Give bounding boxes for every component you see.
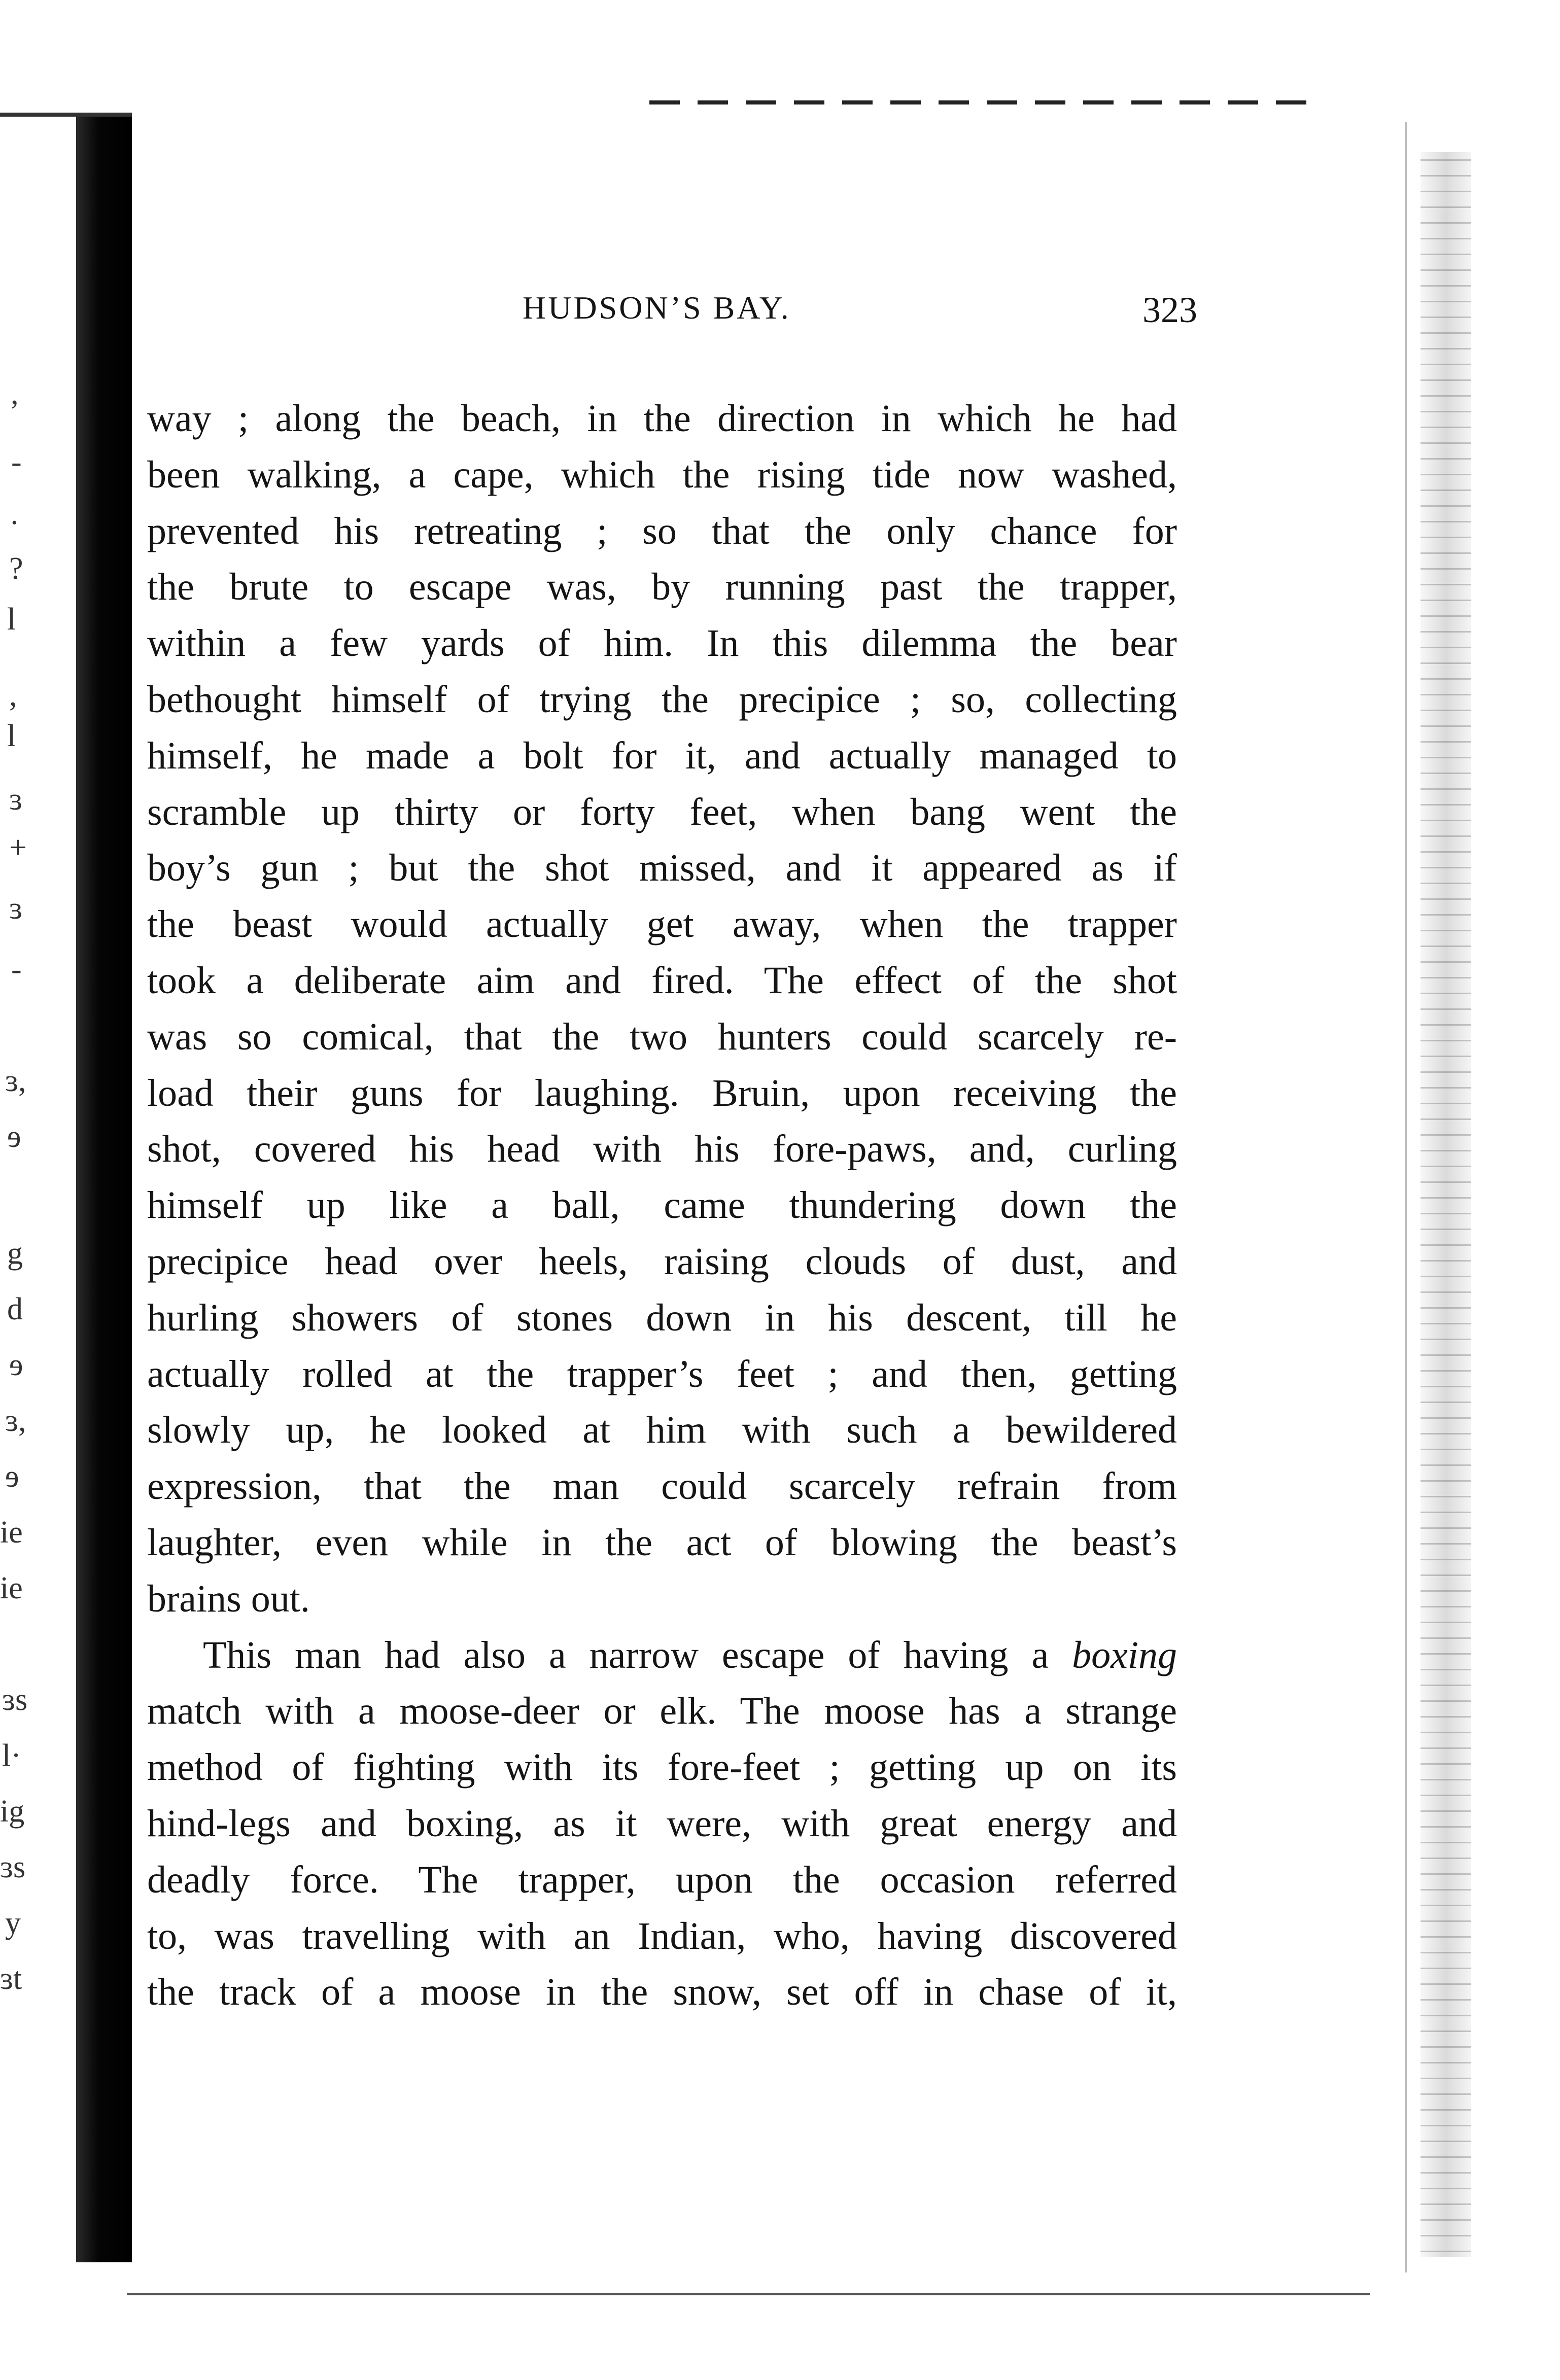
- bleed-mark: ɘ: [5, 1459, 19, 1494]
- binding-shadow: [76, 117, 132, 2262]
- text-line: shot, covered his head with his fore-paws, and, curling: [147, 1128, 1177, 1171]
- text-line: was so comical, that the two hunters could scarcely re-: [147, 1015, 1177, 1058]
- page-number: 323: [1142, 290, 1197, 330]
- text-line: actually rolled at the trapper’s feet ; and then, getting: [147, 1352, 1177, 1395]
- text-line: hurling showers of stones down in his descent, till he: [147, 1296, 1177, 1339]
- top-edge-rule: [649, 100, 1309, 104]
- text-line: deadly force. The trapper, upon the occasion referred: [147, 1858, 1177, 1901]
- text-line: the brute to escape was, by running past the trapper,: [147, 566, 1177, 609]
- text-line: took a deliberate aim and fired. The effect of the shot: [147, 959, 1177, 1002]
- bleed-mark: ie: [0, 1515, 23, 1550]
- binding-edge-top: [0, 113, 132, 117]
- text-line: scramble up thirty or forty feet, when bang went the: [147, 790, 1177, 833]
- text-line: boy’s gun ; but the shot missed, and it appeared as if: [147, 847, 1177, 890]
- right-edge-noise: [1420, 152, 1471, 2257]
- bleed-mark: l·: [2, 1738, 21, 1773]
- text-line: precipice head over heels, raising clouds of dust, and: [147, 1240, 1177, 1283]
- paragraph: [147, 1627, 1177, 2021]
- text-line: expression, that the man could scarcely refrain from: [147, 1465, 1177, 1508]
- text-line: load their guns for laughing. Bruin, upon receiving the: [147, 1071, 1177, 1114]
- bleed-mark: ɜ,: [5, 1404, 26, 1438]
- bleed-mark: -: [11, 445, 22, 479]
- bottom-edge-rule: [127, 2293, 1370, 2295]
- bleed-mark: ɘ: [7, 1119, 21, 1154]
- text-line: way ; along the beach, in the direction in which he had: [147, 397, 1177, 440]
- italic-word: boxing: [1072, 1633, 1177, 1676]
- bleed-mark: d: [7, 1292, 23, 1326]
- bleed-mark: ,: [9, 678, 17, 713]
- bleed-mark: ɜt: [0, 1962, 22, 1996]
- bleed-mark: ɜ: [9, 782, 23, 817]
- bleed-mark: y: [5, 1906, 21, 1940]
- bleed-mark: ɜ: [9, 891, 23, 926]
- text-line: himself, he made a bolt for it, and actually managed to: [147, 734, 1177, 777]
- bleed-mark: l: [7, 719, 16, 753]
- text-line: within a few yards of him. In this dilemma the bear: [147, 622, 1177, 665]
- text-line: the track of a moose in the snow, set off in chase of it,: [147, 1971, 1177, 2014]
- bleed-mark: g: [7, 1236, 23, 1271]
- bleed-mark: ·: [9, 506, 20, 540]
- text-line: hind-legs and boxing, as it were, with great energy and: [147, 1802, 1177, 1845]
- bleed-mark: ’: [9, 394, 20, 429]
- text-segment: This man had also a narrow escape of having a: [203, 1633, 1049, 1676]
- right-edge-line: [1405, 122, 1407, 2272]
- text-line: slowly up, he looked at him with such a bewildered: [147, 1409, 1177, 1452]
- text-line: match with a moose-deer or elk. The moose has a strange: [147, 1690, 1177, 1733]
- text-line: been walking, a cape, which the rising tide now washed,: [147, 453, 1177, 496]
- paragraph: [147, 391, 1177, 1627]
- bleed-mark: ie: [0, 1571, 23, 1605]
- bleed-mark: ?: [9, 551, 23, 586]
- body-text: [147, 391, 1177, 2020]
- bleed-mark: l: [7, 602, 16, 637]
- text-line: bethought himself of trying the precipice ; so, collecting: [147, 678, 1177, 721]
- text-line: laughter, even while in the act of blowing the beast’s: [147, 1521, 1177, 1564]
- text-line: the beast would actually get away, when the trapper: [147, 903, 1177, 946]
- bleed-mark: -: [11, 952, 22, 987]
- page-header: [152, 289, 1197, 335]
- bleed-mark: ɘ: [9, 1348, 23, 1382]
- text-line: prevented his retreating ; so that the only chance for: [147, 509, 1177, 552]
- text-line: brains out.: [147, 1577, 310, 1620]
- bleed-mark: ɜs: [2, 1683, 28, 1717]
- bleed-mark: ɜ,: [5, 1064, 26, 1098]
- bleed-mark: ig: [0, 1794, 25, 1829]
- running-head: HUDSON’S BAY.: [523, 290, 791, 326]
- bleed-mark: ɜs: [0, 1850, 26, 1884]
- text-line: himself up like a ball, came thundering down the: [147, 1184, 1177, 1227]
- text-line: to, was travelling with an Indian, who, having discovered: [147, 1914, 1177, 1957]
- text-line: [147, 1627, 1177, 1684]
- text-line: method of fighting with its fore-feet ; getting up on its: [147, 1746, 1177, 1789]
- bleed-mark: +: [9, 830, 27, 865]
